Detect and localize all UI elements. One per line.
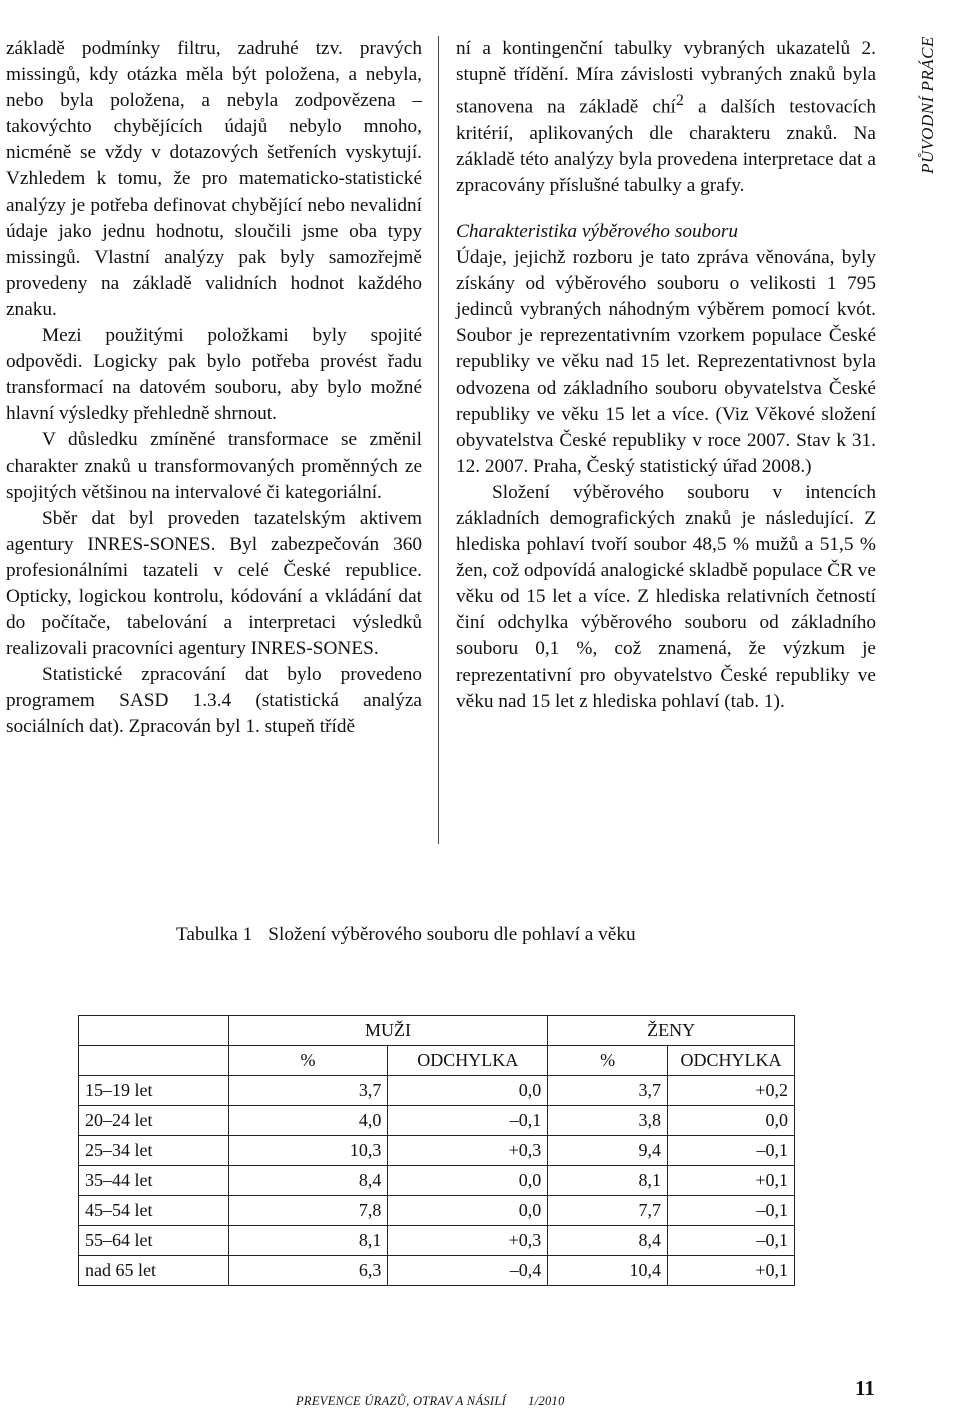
men-pct-cell: 4,0: [228, 1106, 388, 1136]
table-caption-number: Tabulka 1: [176, 924, 253, 945]
women-pct-cell: 8,4: [548, 1226, 668, 1256]
table-header-men-dev: ODCHYLKA: [388, 1046, 548, 1076]
women-dev-cell: +0,1: [668, 1256, 795, 1286]
women-pct-cell: 8,1: [548, 1166, 668, 1196]
women-pct-cell: 9,4: [548, 1136, 668, 1166]
left-paragraph-3: V důsledku zmíněné transformace se změnil charakter znaků u transformovaných proměnných ze spojitých většinou na intervalové či kategoriální.: [6, 429, 422, 503]
table-header-group-row: [79, 1016, 795, 1046]
table-header-sub-row: [79, 1046, 795, 1076]
table-row: [79, 1226, 795, 1256]
age-group-cell: 55–64 let: [79, 1226, 229, 1256]
men-dev-cell: +0,3: [388, 1136, 548, 1166]
table-header-empty: [79, 1046, 229, 1076]
men-dev-cell: 0,0: [388, 1166, 548, 1196]
table-header-women: ŽENY: [548, 1016, 795, 1046]
page-number: 11: [855, 1376, 875, 1400]
table-header-men-pct: %: [228, 1046, 388, 1076]
journal-issue: 1/2010: [528, 1394, 565, 1408]
men-pct-cell: 10,3: [228, 1136, 388, 1166]
section-side-label-text: PŮVODNÍ PRÁCE: [918, 36, 937, 174]
left-column: [6, 36, 422, 741]
men-dev-cell: –0,1: [388, 1106, 548, 1136]
right-paragraph-2: Údaje, jejichž rozboru je tato zpráva věnována, byly získány od výběrového souboru o velikosti 1 795 jedinců vybraných náhodným výběrem pomocí kvót. Soubor je reprezentativním vzorkem populace České republiky ve věku nad 15 let. Reprezentativnost byla odvozena od základního souboru obyvatelstva České republiky ve věku 15 let a více. (Viz Věkové složení obyvatelstva České republiky v roce 2007. Stav k 31. 12. 2007. Praha, Český statistický úřad 2008.): [456, 247, 876, 477]
age-group-cell: 20–24 let: [79, 1106, 229, 1136]
women-pct-cell: 3,7: [548, 1076, 668, 1106]
men-pct-cell: 8,1: [228, 1226, 388, 1256]
men-pct-cell: 3,7: [228, 1076, 388, 1106]
table-row: [79, 1076, 795, 1106]
right-paragraph-1-text-a: ní a kontingenční tabulky vybraných ukazatelů 2. stupně třídění. Míra závislosti vybraných znaků byla stanovena na základě chí: [456, 38, 876, 118]
section-side-label: [896, 0, 960, 210]
women-pct-cell: 7,7: [548, 1196, 668, 1226]
age-group-cell: 45–54 let: [79, 1196, 229, 1226]
men-pct-cell: 7,8: [228, 1196, 388, 1226]
table-caption-text: Složení výběrového souboru dle pohlaví a věku: [268, 924, 636, 945]
right-column: [456, 36, 876, 715]
men-dev-cell: 0,0: [388, 1196, 548, 1226]
table-row: [79, 1136, 795, 1166]
age-group-cell: 25–34 let: [79, 1136, 229, 1166]
women-pct-cell: 3,8: [548, 1106, 668, 1136]
chi-square-superscript: 2: [675, 92, 684, 110]
women-dev-cell: –0,1: [668, 1196, 795, 1226]
journal-title: PREVENCE ÚRAZŮ, OTRAV A NÁSILÍ: [296, 1394, 507, 1408]
table-header-women-pct: %: [548, 1046, 668, 1076]
men-dev-cell: 0,0: [388, 1076, 548, 1106]
left-paragraph-1: základě podmínky filtru, zadruhé tzv. pravých missingů, kdy otázka měla být položena, a nebyla, nebo byla položena, a nebyla zodpovězena – takovýchto chybějících údajů nebylo mnoho, nicméně se vždy v dotazových šetřeních vyskytují. Vzhledem k tomu, že pro matematicko-statistické analýzy je potřeba definovat chybějící nebo nevalidní údaje jako jednu hodnotu, sloučili jsme oba typy missingů. Vlastní analýzy pak byly samozřejmě provedeny na základě validních hodnot každého znaku.: [6, 38, 422, 320]
age-group-cell: 35–44 let: [79, 1166, 229, 1196]
table-caption: [176, 924, 636, 946]
column-divider: [438, 36, 439, 844]
right-paragraph-3: Složení výběrového souboru v intencích základních demografických znaků je následující. Z hlediska pohlaví tvoří soubor 48,5 % mužů a 51,5 % žen, což odpovídá analogické skladbě populace ČR ve věku od 15 let a více. Z hlediska relativních četností činí odchylka výběrového souboru od základního souboru 0,1 %, což znamená, že výzkum je reprezentativní pro obyvatelstvo České republiky ve věku nad 15 let z hlediska pohlaví (tab. 1).: [456, 481, 876, 712]
table-header-empty: [79, 1016, 229, 1046]
right-paragraph-1: [456, 36, 876, 199]
women-dev-cell: –0,1: [668, 1226, 795, 1256]
table-row: [79, 1256, 795, 1286]
left-paragraph-2: Mezi použitými položkami byly spojité odpovědi. Logicky pak bylo potřeba provést řadu transformací na datovém souboru, aby bylo možné hlavní výsledky přehledně shrnout.: [6, 325, 422, 425]
men-pct-cell: 8,4: [228, 1166, 388, 1196]
table-header-women-dev: ODCHYLKA: [668, 1046, 795, 1076]
demographics-table: [78, 1015, 795, 1286]
left-paragraph-4: Sběr dat byl proveden tazatelským aktivem agentury INRES-SONES. Byl zabezpečován 360 profesionálními tazateli v celé České republice. Opticky, logickou kontrolu, kódování a vkládání dat do počítače, tabelování a interpretaci výsledků realizovali pracovníci agentury INRES-SONES.: [6, 507, 422, 660]
women-pct-cell: 10,4: [548, 1256, 668, 1286]
men-dev-cell: –0,4: [388, 1256, 548, 1286]
right-paragraph-1-text-b: a dalších testovacích kritérií, aplikovaných dle charakteru znaků. Na základě této analýzy byla provedena interpretace dat a zpracovány příslušné tabulky a grafy.: [456, 96, 876, 196]
women-dev-cell: –0,1: [668, 1136, 795, 1166]
men-pct-cell: 6,3: [228, 1256, 388, 1286]
section-heading: Charakteristika výběrového souboru: [456, 220, 739, 242]
women-dev-cell: +0,1: [668, 1166, 795, 1196]
left-paragraph-5: Statistické zpracování dat bylo provedeno programem SASD 1.3.4 (statistická analýza sociálních dat). Zpracován byl 1. stupeň třídě: [6, 664, 422, 738]
age-group-cell: nad 65 let: [79, 1256, 229, 1286]
table-header-men: MUŽI: [228, 1016, 548, 1046]
table-row: [79, 1196, 795, 1226]
women-dev-cell: 0,0: [668, 1106, 795, 1136]
women-dev-cell: +0,2: [668, 1076, 795, 1106]
men-dev-cell: +0,3: [388, 1226, 548, 1256]
table-row: [79, 1166, 795, 1196]
age-group-cell: 15–19 let: [79, 1076, 229, 1106]
running-footer: [296, 1394, 565, 1409]
table-row: [79, 1106, 795, 1136]
